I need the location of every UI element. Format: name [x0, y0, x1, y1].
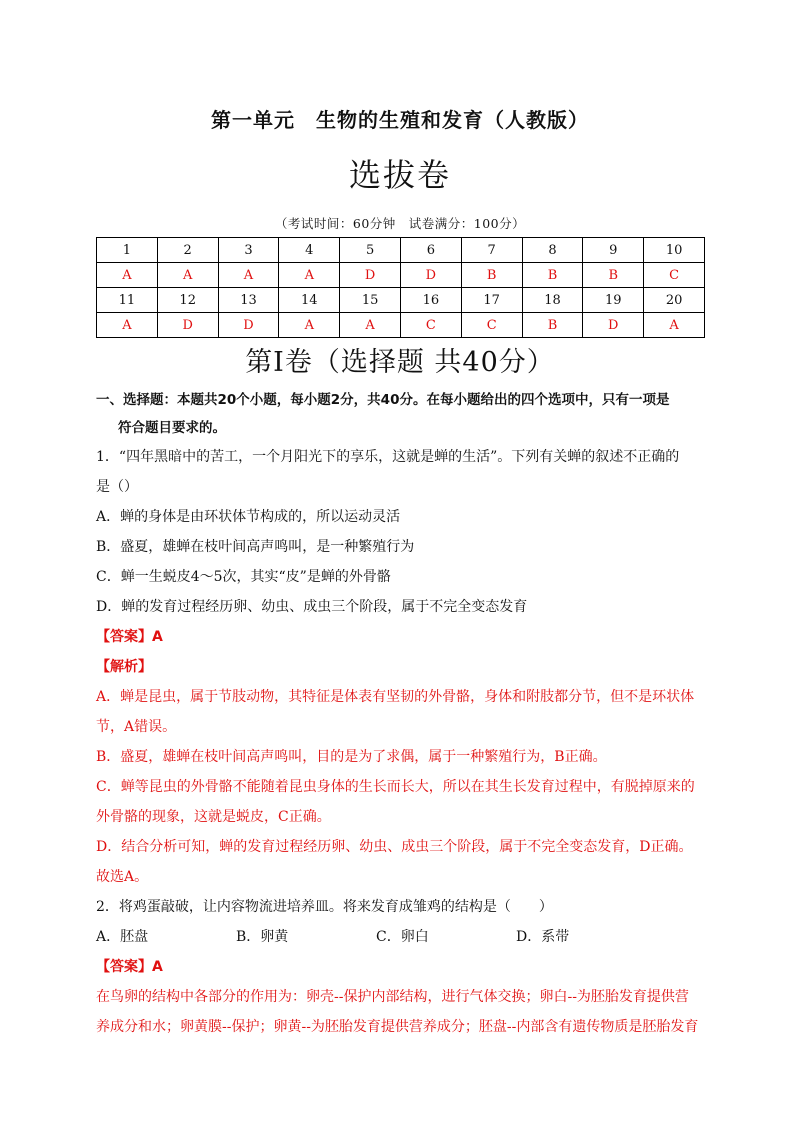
answer-cell: B: [583, 263, 644, 288]
option-b: B．盛夏，雄蝉在枝叶间高声鸣叫，是一种繁殖行为: [96, 539, 415, 555]
section-title: 第Ⅰ卷（选择题 共40分）: [245, 347, 555, 378]
answer-cell: D: [218, 313, 279, 338]
option-d: D．蝉的发育过程经历卵、幼虫、成虫三个阶段，属于不完全变态发育: [96, 599, 528, 615]
answer-cell: A: [279, 313, 340, 338]
question-number-cell: 2: [157, 238, 218, 263]
analysis-line: 养成分和水；卵黄膜--保护；卵黄--为胚胎发育提供营养成分；胚盘--内部含有遗传物质是胚胎发育: [96, 1019, 699, 1035]
question-number-row: [97, 288, 705, 313]
answer-cell: B: [522, 263, 583, 288]
answer-cell: A: [644, 313, 705, 338]
analysis-line: A．蝉是昆虫，属于节肢动物，其特征是体表有坚韧的外骨骼，身体和附肢都分节，但不是环状体: [96, 689, 695, 705]
answer-cell: D: [340, 263, 401, 288]
answer-cell: B: [522, 313, 583, 338]
exam-info: （考试时间：60分钟 试卷满分：100分）: [274, 216, 526, 231]
option-c: C．卵白: [376, 929, 429, 945]
instruction-line: 符合题目要求的。: [118, 420, 226, 436]
answer-cell: A: [218, 263, 279, 288]
question-number-cell: 18: [522, 288, 583, 313]
question-1: [96, 442, 706, 892]
analysis-line: B．盛夏，雄蝉在枝叶间高声鸣叫，目的是为了求偶，属于一种繁殖行为，B正确。: [96, 749, 607, 765]
question-number-cell: 12: [157, 288, 218, 313]
question-number-cell: 1: [97, 238, 158, 263]
answer-cell: B: [461, 263, 522, 288]
answer-cell: A: [340, 313, 401, 338]
question-number-row: [97, 238, 705, 263]
option-a: A．胚盘: [96, 929, 149, 945]
question-number-cell: 7: [461, 238, 522, 263]
question-number-cell: 5: [340, 238, 401, 263]
analysis-label: 【解析】: [96, 659, 152, 675]
question-number-cell: 13: [218, 288, 279, 313]
answer-label: 【答案】A: [96, 959, 163, 975]
question-number-cell: 15: [340, 288, 401, 313]
answer-cell: A: [279, 263, 340, 288]
answer-cell: A: [97, 313, 158, 338]
question-number-cell: 3: [218, 238, 279, 263]
question-number-cell: 19: [583, 288, 644, 313]
analysis-line: 节，A错误。: [96, 719, 177, 735]
question-number-cell: 10: [644, 238, 705, 263]
analysis-line: C．蝉等昆虫的外骨骼不能随着昆虫身体的生长而长大，所以在其生长发育过程中，有脱掉原来的: [96, 779, 695, 795]
instruction-line: 一、选择题：本题共20个小题，每小题2分，共40分。在每小题给出的四个选项中，只有一项是: [96, 392, 670, 408]
options-row: [96, 922, 706, 952]
analysis-line: 外骨骼的现象，这就是蜕皮，C正确。: [96, 809, 331, 825]
question-number-cell: 6: [400, 238, 461, 263]
option-a: A．蝉的身体是由环状体节构成的，所以运动灵活: [96, 509, 401, 525]
answer-cell: A: [97, 263, 158, 288]
answer-cell: C: [461, 313, 522, 338]
question-number-cell: 14: [279, 288, 340, 313]
option-d: D．系带: [516, 929, 570, 945]
question-number-cell: 8: [522, 238, 583, 263]
question-number-cell: 20: [644, 288, 705, 313]
question-2: [96, 892, 706, 1042]
option-b: B．卵黄: [236, 929, 289, 945]
answer-cell: A: [157, 263, 218, 288]
analysis-conclusion: 故选A。: [96, 869, 149, 885]
answer-row: [97, 313, 705, 338]
question-stem: 是（）: [96, 479, 138, 495]
answer-cell: D: [157, 313, 218, 338]
analysis-line: 在鸟卵的结构中各部分的作用为：卵壳--保护内部结构，进行气体交换；卵白--为胚胎发育提供营: [96, 989, 689, 1005]
answer-table: [96, 237, 705, 338]
question-number-cell: 9: [583, 238, 644, 263]
analysis-line: D．结合分析可知，蝉的发育过程经历卵、幼虫、成虫三个阶段，属于不完全变态发育，D正确。: [96, 839, 693, 855]
unit-title: 第一单元 生物的生殖和发育（人教版）: [211, 108, 589, 132]
question-number-cell: 4: [279, 238, 340, 263]
answer-cell: C: [400, 313, 461, 338]
answer-cell: D: [400, 263, 461, 288]
answer-label: 【答案】A: [96, 629, 163, 645]
question-number-cell: 17: [461, 288, 522, 313]
question-stem: 2．将鸡蛋敲破，让内容物流进培养皿。将来发育成雏鸡的结构是（ ）: [96, 899, 553, 915]
question-stem: 1．“四年黑暗中的苦工，一个月阳光下的享乐，这就是蝉的生活”。下列有关蝉的叙述不正确的: [96, 449, 680, 465]
answer-cell: C: [644, 263, 705, 288]
option-c: C．蝉一生蜕皮4～5次，其实“皮”是蝉的外骨骼: [96, 569, 391, 585]
question-number-cell: 16: [400, 288, 461, 313]
paper-title: 选拔卷: [348, 156, 451, 194]
question-number-cell: 11: [97, 288, 158, 313]
section-instructions: [96, 386, 706, 442]
answer-row: [97, 263, 705, 288]
answer-cell: D: [583, 313, 644, 338]
